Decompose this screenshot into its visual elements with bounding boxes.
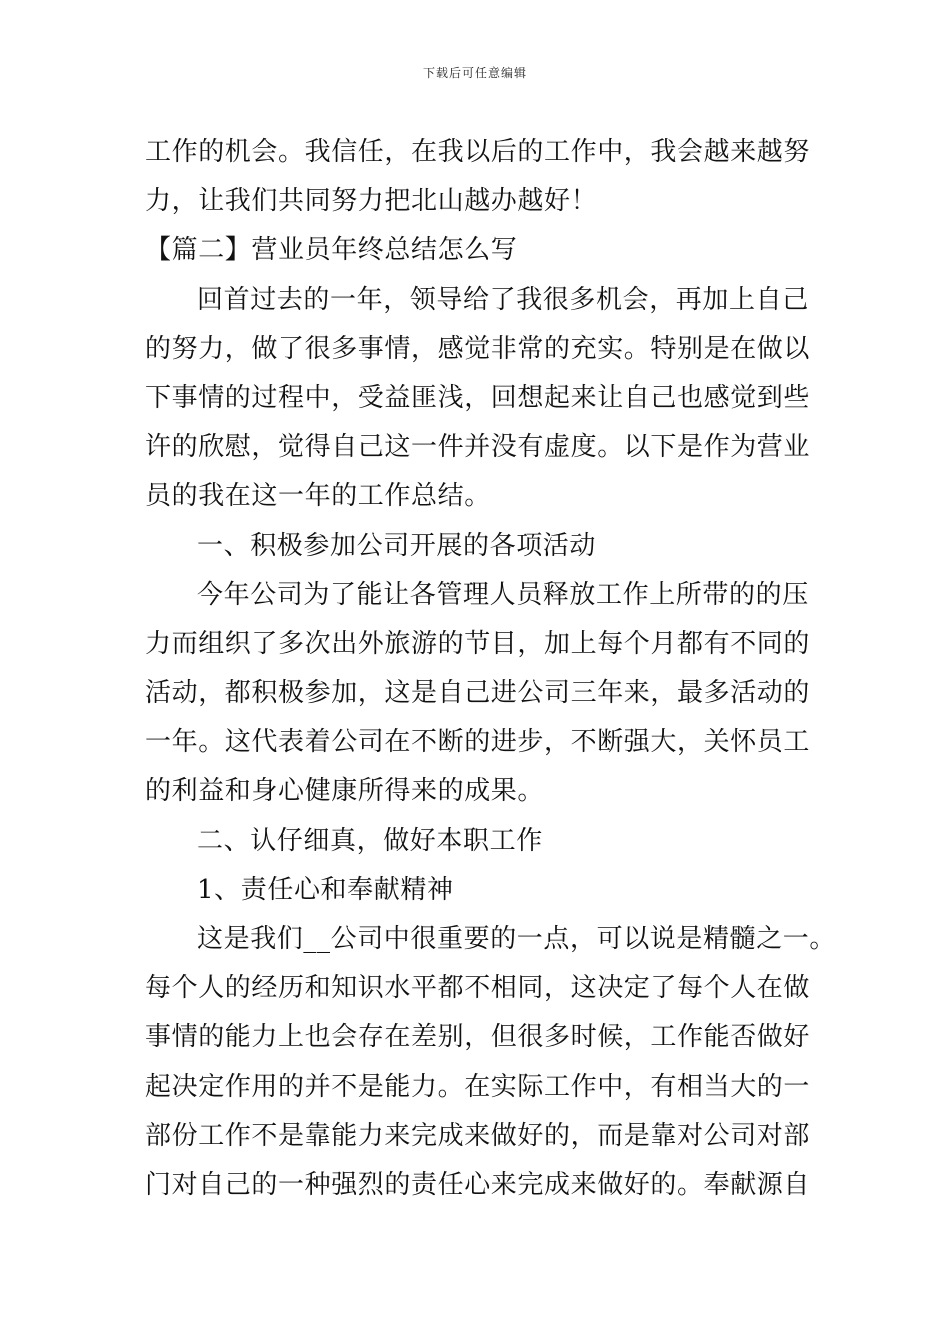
subheading: 一、积极参加公司开展的各项活动	[197, 530, 597, 561]
text-line: 的利益和身心健康所得来的成果。	[145, 776, 545, 807]
subheading: 1、责任心和奉献精神	[197, 874, 454, 905]
subheading: 二、认仔细真，做好本职工作	[197, 825, 543, 856]
text-line: 活动，都积极参加，这是自己进公司三年来，最多活动的	[145, 678, 811, 709]
text-line: 的努力，做了很多事情，感觉非常的充实。特别是在做以	[145, 333, 811, 364]
text-line: 下事情的过程中，受益匪浅，回想起来让自己也感觉到些	[145, 382, 811, 413]
text-line: 起决定作用的并不是能力。在实际工作中，有相当大的一	[145, 1071, 811, 1102]
document-body	[145, 128, 837, 1210]
text-line: 门对自己的一种强烈的责任心来完成来做好的。奉献源自	[145, 1169, 811, 1200]
text-line: 这是我们__公司中很重要的一点，可以说是精髓之一。	[197, 924, 837, 954]
text-line: 许的欣慰，觉得自己这一件并没有虚度。以下是作为营业	[145, 432, 811, 463]
page-header-note: 下载后可任意编辑	[422, 66, 527, 80]
text-line: 力，让我们共同努力把北山越办越好！	[145, 186, 598, 217]
section-title: 【篇二】营业员年终总结怎么写	[145, 235, 518, 266]
text-line: 一年。这代表着公司在不断的进步，不断强大，关怀员工	[145, 727, 811, 758]
text-line: 今年公司为了能让各管理人员释放工作上所带的的压	[197, 579, 809, 610]
text-line: 部份工作不是靠能力来完成来做好的，而是靠对公司对部	[145, 1120, 811, 1151]
text-line: 力而组织了多次出外旅游的节目，加上每个月都有不同的	[145, 628, 811, 659]
text-line: 每个人的经历和知识水平都不相同，这决定了每个人在做	[145, 973, 811, 1004]
text-line: 事情的能力上也会存在差别，但很多时候，工作能否做好	[145, 1022, 811, 1053]
text-line: 回首过去的一年，领导给了我很多机会，再加上自己	[197, 284, 809, 315]
text-line: 员的我在这一年的工作总结。	[145, 481, 491, 512]
text-line: 工作的机会。我信任，在我以后的工作中，我会越来越努	[145, 137, 811, 167]
